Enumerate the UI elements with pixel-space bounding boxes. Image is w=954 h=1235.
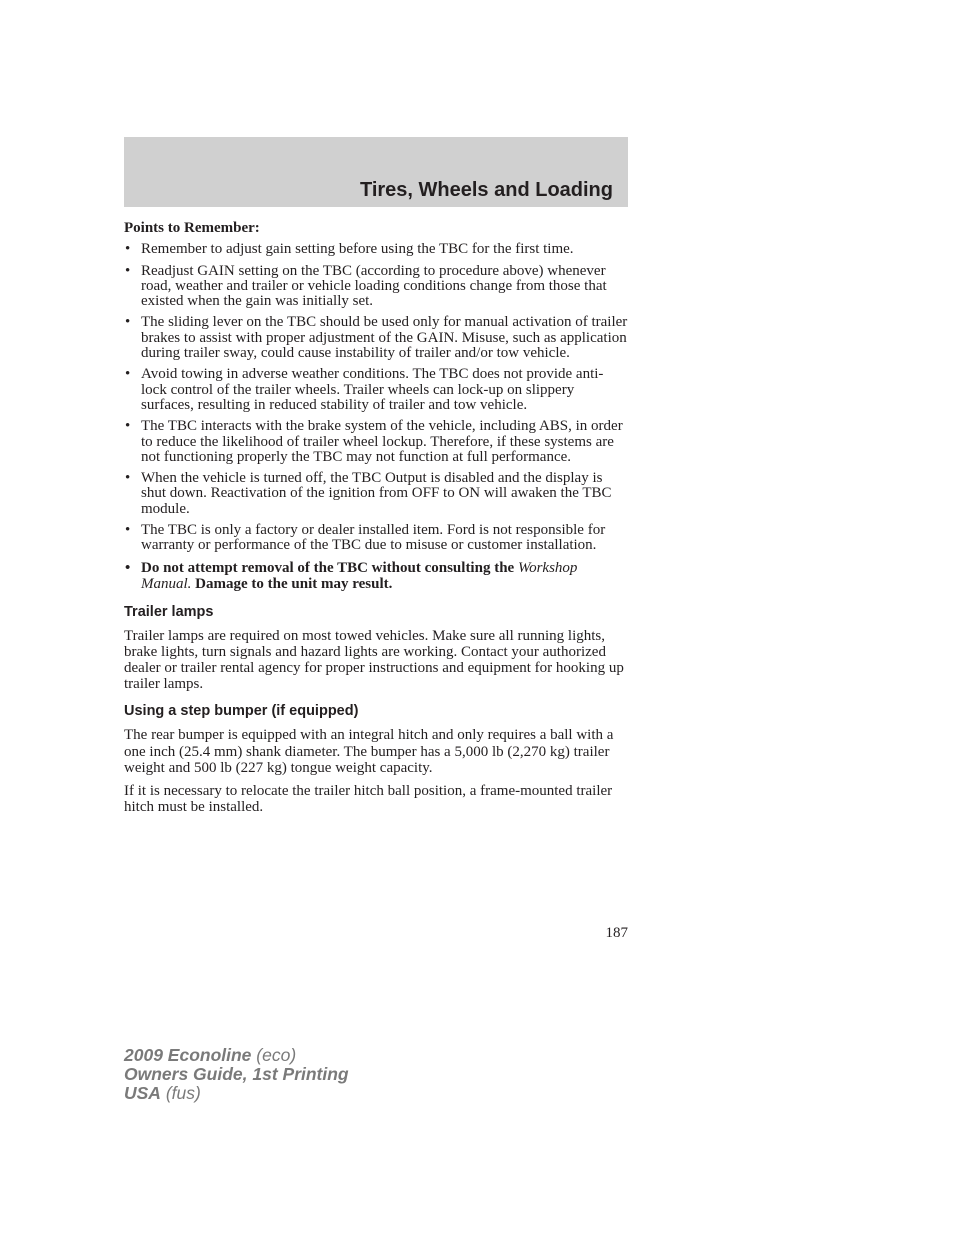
warning-text-part1: Do not attempt removal of the TBC without consulting the xyxy=(141,559,515,576)
list-item-text: The TBC interacts with the brake system of the vehicle, including ABS, in order to reduce the likelihood of trailer wheel lockup. Therefore, if these systems are not functioning properly the TBC may not function at full performance. xyxy=(141,418,623,465)
warning-list-item xyxy=(124,560,628,593)
trailer-lamps-paragraph: Trailer lamps are required on most towed vehicles. Make sure all running lights, brake lights, turn signals and hazard lights are working. Contact your authorized dealer or trailer rental agency for proper instructions and equipment for hooking up trailer lamps. xyxy=(124,627,624,693)
bullet-icon: • xyxy=(125,314,131,331)
footer-market-name: USA xyxy=(124,1083,161,1103)
bullet-icon: • xyxy=(125,241,131,258)
list-item-text: When the vehicle is turned off, the TBC Output is disabled and the display is shut down. Reactivation of the ignition from OFF to ON will awaken the TBC module. xyxy=(141,470,612,517)
footer-market-code: (fus) xyxy=(165,1083,201,1103)
list-item-text: The sliding lever on the TBC should be used only for manual activation of trailer brakes to assist with proper adjustment of the GAIN. Misuse, such as application during trailer sway, could cause instability of trailer and/or tow vehicle. xyxy=(141,314,628,362)
list-item xyxy=(124,419,628,465)
list-item xyxy=(124,242,628,257)
list-item-text: Readjust GAIN setting on the TBC (according to procedure above) whenever road, weather and trailer or vehicle loading conditions change from those that existed when the gain was initially set. xyxy=(141,262,607,310)
bullet-icon: • xyxy=(125,522,131,539)
step-bumper-heading: Using a step bumper (if equipped) xyxy=(124,703,359,720)
footer-line-model xyxy=(124,1046,349,1065)
list-item xyxy=(124,471,628,517)
points-list xyxy=(124,242,628,592)
page-number: 187 xyxy=(605,925,628,941)
list-item xyxy=(124,264,628,310)
list-item-text: The TBC is only a factory or dealer installed item. Ford is not responsible for warranty or performance of the TBC due to misuse or customer installation. xyxy=(141,522,606,554)
section-header-band xyxy=(124,137,628,207)
warning-text-part2: Damage to the unit may result. xyxy=(195,576,393,593)
list-item-text: Remember to adjust gain setting before using the TBC for the first time. xyxy=(141,241,574,258)
footer-line-guide: Owners Guide, 1st Printing xyxy=(124,1064,349,1084)
footer-line-market xyxy=(124,1084,349,1103)
bullet-icon: • xyxy=(125,418,131,435)
workshop-manual-reference: Workshop Manual. xyxy=(141,559,578,593)
page-content xyxy=(124,221,628,822)
bullet-icon: • xyxy=(125,366,131,383)
footer-model-code: (eco) xyxy=(256,1045,297,1065)
step-bumper-paragraph-1: The rear bumper is equipped with an integral hitch and only requires a ball with a one inch (25.4 mm) shank diameter. The bumper has a 5,000 lb (2,270 kg) trailer weight and 500 lb (227 kg) tongue weight capacity. xyxy=(124,727,614,776)
list-item-text: Avoid towing in adverse weather conditions. The TBC does not provide anti-lock control of the trailer wheels. Trailer wheels can lock-up on slippery surfaces, resulting in reduced stability of trailer and tow vehicle. xyxy=(141,366,604,413)
footer-model-name: 2009 Econoline xyxy=(124,1045,252,1065)
list-item xyxy=(124,315,628,361)
points-heading: Points to Remember: xyxy=(124,220,260,236)
trailer-lamps-heading: Trailer lamps xyxy=(124,603,214,620)
list-item xyxy=(124,523,628,554)
bullet-icon: • xyxy=(125,559,131,576)
document-footer xyxy=(124,1046,349,1103)
bullet-icon: • xyxy=(125,262,131,279)
bullet-icon: • xyxy=(125,470,131,487)
list-item xyxy=(124,367,628,413)
step-bumper-paragraph-2: If it is necessary to relocate the trailer hitch ball position, a frame-mounted trailer hitch must be installed. xyxy=(124,783,613,816)
section-title: Tires, Wheels and Loading xyxy=(359,179,613,201)
